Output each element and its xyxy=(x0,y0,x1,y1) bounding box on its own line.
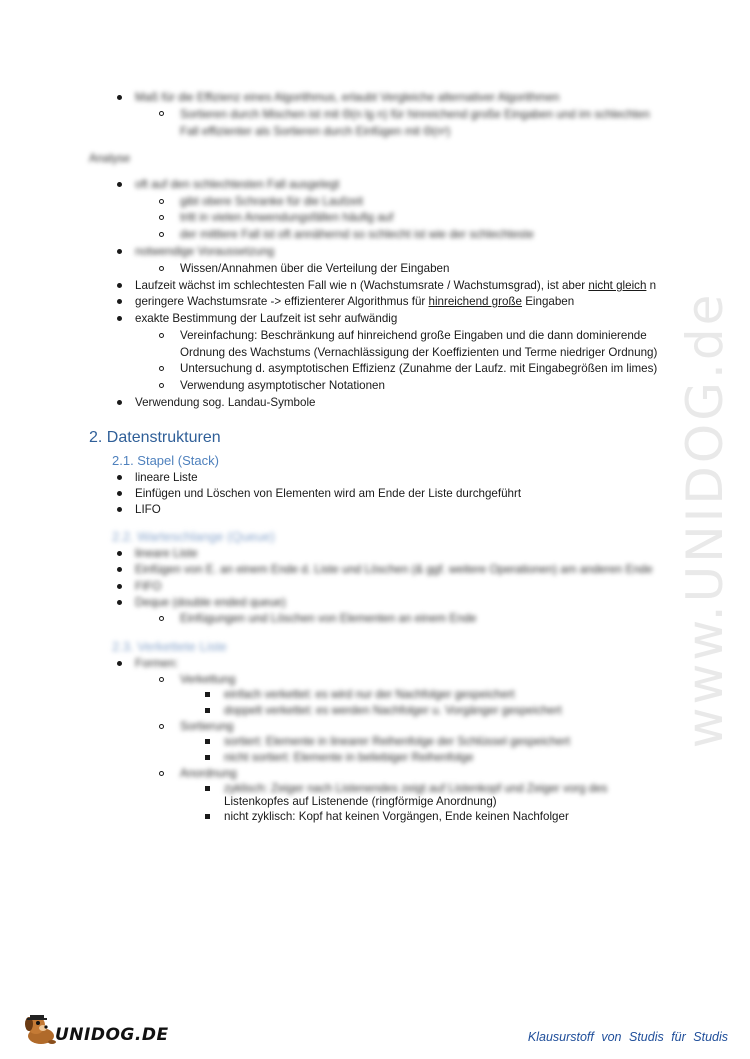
bullet xyxy=(159,616,164,621)
bullet xyxy=(159,383,164,388)
bullet xyxy=(159,771,164,776)
bullet xyxy=(205,814,210,819)
footer-tagline: Klausurstoff von Studis für Studis xyxy=(527,1030,728,1044)
blurred-text: der mittlere Fall ist oft annähernd so schlecht ist wie der schlechteste xyxy=(180,228,534,241)
text-segment: Eingaben xyxy=(521,295,575,308)
bullet xyxy=(117,249,122,254)
blurred-text: Maß für die Effizienz eines Algorithmus, erlaubt Vergleiche alternativer Algorithmen xyxy=(135,91,560,104)
blurred-text: Einfügungen und Löschen von Elementen an einem Ende xyxy=(180,612,477,625)
text-segment: Laufzeit wächst im schlechtesten Fall wie n (Wachstumsrate / Wachstumsgrad), ist aber xyxy=(135,279,589,292)
bullet xyxy=(159,266,164,271)
text-line: Verwendung asymptotischer Notationen xyxy=(180,379,385,392)
blurred-text: Deque (double ended queue) xyxy=(135,596,286,609)
blurred-text: Einfügen von E. an einem Ende d. Liste und Löschen (& ggf. weitere Operationen) am anderen Ende xyxy=(135,563,653,576)
subsection-heading: 2.1. Stapel (Stack) xyxy=(112,453,219,468)
text-line xyxy=(135,278,656,294)
text-line: nicht zyklisch: Kopf hat keinen Vorgängen, Ende keinen Nachfolger xyxy=(224,810,569,823)
text-segment: n xyxy=(646,279,657,292)
text-segment: geringere Wachstumsrate -> effizienterer Algorithmus für xyxy=(135,295,429,308)
text-line xyxy=(135,294,574,310)
bullet xyxy=(117,400,122,405)
bullet xyxy=(117,507,122,512)
blurred-text: tritt in vielen Anwendungsfällen häufig auf xyxy=(180,211,394,224)
bullet xyxy=(159,199,164,204)
text-line: LIFO xyxy=(135,503,161,516)
text-line: Wissen/Annahmen über die Verteilung der Eingaben xyxy=(180,262,450,275)
bullet xyxy=(205,755,210,760)
bullet xyxy=(159,111,164,116)
bullet xyxy=(205,708,210,713)
bullet xyxy=(159,724,164,729)
bullet xyxy=(117,567,122,572)
blurred-text: oft auf den schlechtesten Fall ausgelegt xyxy=(135,178,340,191)
text-line: Vereinfachung: Beschränkung auf hinreichend große Eingaben und die dann dominierende xyxy=(180,329,647,342)
blurred-text: nicht sortiert: Elemente in beliebiger Reihenfolge xyxy=(224,751,474,764)
bullet xyxy=(205,786,210,791)
blurred-text: Sortieren durch Mischen ist mit Θ(n lg n) für hinreichend große Eingaben und im schlechten xyxy=(180,108,650,121)
bullet xyxy=(117,661,122,666)
text-line: Einfügen und Löschen von Elementen wird am Ende der Liste durchgeführt xyxy=(135,487,522,500)
blurred-text: notwendige Voraussetzung xyxy=(135,245,275,258)
bullet xyxy=(117,600,122,605)
blurred-text: Verkettung xyxy=(180,673,236,686)
blurred-heading: 2.3. Verkettete Liste xyxy=(112,639,227,654)
underlined-text: nicht gleich xyxy=(588,279,647,292)
bullet xyxy=(117,491,122,496)
text-line: Listenkopfes auf Listenende (ringförmige Anordnung) xyxy=(224,795,497,808)
logo-text: UNIDOG.DE xyxy=(55,1025,169,1045)
text-line: Untersuchung d. asymptotischen Effizienz (Zunahme der Laufz. mit Eingabegrößen im limes) xyxy=(180,362,658,375)
bullet xyxy=(159,677,164,682)
section-heading: 2. Datenstrukturen xyxy=(89,429,221,446)
bullet xyxy=(117,283,122,288)
blurred-text: doppelt verkettet: es werden Nachfolger u. Vorgänger gespeichert xyxy=(224,704,562,717)
bullet xyxy=(117,475,122,480)
text-line: Ordnung des Wachstums (Vernachlässigung der Koeffizienten und Terme niedriger Ordnung) xyxy=(180,346,658,359)
bullet xyxy=(117,316,122,321)
underlined-text: hinreichend große xyxy=(428,295,522,308)
bullet xyxy=(117,299,122,304)
blurred-text: Formen: xyxy=(135,657,179,670)
bullet xyxy=(205,739,210,744)
blurred-text: sortiert: Elemente in linearer Reihenfolge der Schlüssel gespeichert xyxy=(224,735,571,748)
blurred-text: Sortierung xyxy=(180,720,234,733)
bullet xyxy=(117,95,122,100)
bullet xyxy=(117,182,122,187)
bullet xyxy=(159,366,164,371)
bullet xyxy=(159,215,164,220)
bullet xyxy=(159,333,164,338)
blurred-heading: Analyse xyxy=(89,152,131,165)
bullet xyxy=(117,584,122,589)
blurred-text: lineare Liste xyxy=(135,547,198,560)
blurred-text: zyklisch: Zeiger nach Listenendes zeigt auf Listenkopf und Zeiger vorg des xyxy=(224,782,608,795)
blurred-text: gibt obere Schranke für die Laufzeit xyxy=(180,195,364,208)
blurred-text: einfach verkettet: es wird nur der Nachfolger gespeichert xyxy=(224,688,515,701)
bullet xyxy=(117,551,122,556)
bullet xyxy=(159,232,164,237)
watermark: www.UNIDOG.de xyxy=(676,291,734,749)
bullet xyxy=(205,692,210,697)
blurred-text: FIFO xyxy=(135,580,162,593)
text-line: Verwendung sog. Landau-Symbole xyxy=(135,396,316,409)
blurred-heading: 2.2. Warteschlange (Queue) xyxy=(112,529,275,544)
blurred-text: Anordnung xyxy=(180,767,237,780)
text-line: exakte Bestimmung der Laufzeit ist sehr aufwändig xyxy=(135,312,398,325)
text-line: lineare Liste xyxy=(135,471,198,484)
blurred-text: Fall effizienter als Sortieren durch Einfügen mit Θ(n²) xyxy=(180,125,451,138)
